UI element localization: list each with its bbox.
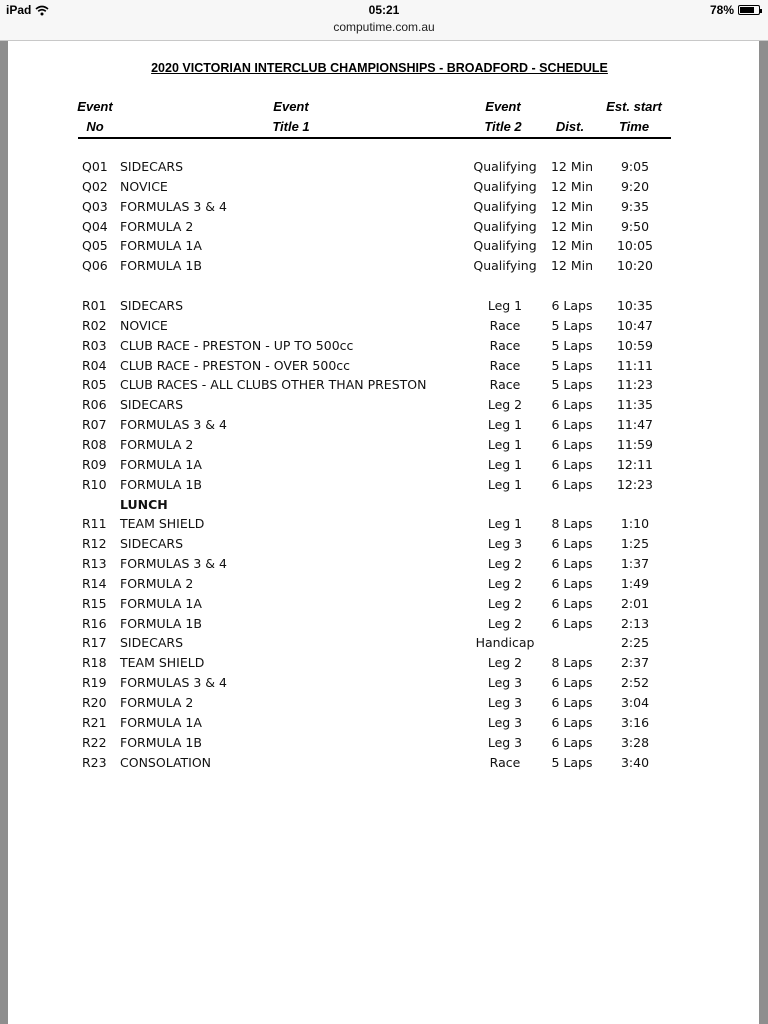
dist-cell: 5 Laps bbox=[551, 754, 593, 770]
dist-cell: 12 Min bbox=[550, 258, 594, 274]
event-title2-cell: Qualifying bbox=[473, 178, 537, 194]
event-title1-cell: FORMULA 1B bbox=[120, 615, 202, 631]
table-row bbox=[8, 298, 759, 318]
event-title2-cell: Leg 2 bbox=[487, 615, 523, 631]
event-title2-cell: Leg 1 bbox=[487, 476, 523, 492]
event-no-cell: Q05 bbox=[82, 238, 108, 254]
table-row bbox=[8, 358, 759, 378]
event-title2-cell: Leg 1 bbox=[487, 298, 523, 313]
clock: 05:21 bbox=[368, 3, 400, 17]
dist-cell: 6 Laps bbox=[551, 734, 593, 750]
table-row bbox=[8, 159, 759, 179]
event-no-cell: Q01 bbox=[82, 159, 108, 174]
start-time-cell: 12:11 bbox=[616, 456, 654, 472]
table-row bbox=[8, 715, 759, 735]
start-time-cell: 2:13 bbox=[620, 615, 650, 631]
event-title1-cell: CLUB RACE - PRESTON - OVER 500cc bbox=[120, 357, 351, 373]
event-title1-cell: NOVICE bbox=[120, 317, 168, 333]
event-title1-cell: CLUB RACES - ALL CLUBS OTHER THAN PRESTON bbox=[120, 377, 427, 393]
header-start-line1: Est. start bbox=[606, 99, 662, 114]
dist-cell: 6 Laps bbox=[551, 714, 593, 730]
start-time-cell: 2:37 bbox=[620, 655, 650, 671]
start-time-cell: 1:25 bbox=[620, 536, 650, 552]
start-time-cell: 9:35 bbox=[620, 198, 650, 214]
table-row bbox=[8, 576, 759, 596]
start-time-cell: 1:37 bbox=[620, 556, 650, 572]
start-time-cell: 3:04 bbox=[620, 695, 650, 710]
start-time-cell: 11:23 bbox=[616, 377, 654, 393]
start-time-cell: 11:11 bbox=[616, 357, 654, 373]
event-title1-cell: SIDECARS bbox=[120, 635, 184, 651]
table-row bbox=[8, 417, 759, 437]
dist-cell: 5 Laps bbox=[551, 317, 593, 333]
table-row bbox=[8, 536, 759, 556]
start-time-cell: 10:47 bbox=[616, 317, 654, 333]
event-no-cell: R10 bbox=[82, 476, 107, 492]
event-title1-cell: FORMULA 2 bbox=[120, 575, 194, 591]
event-title2-cell: Race bbox=[489, 377, 521, 393]
event-title1-cell: NOVICE bbox=[120, 178, 168, 194]
event-title1-cell: TEAM SHIELD bbox=[120, 655, 205, 671]
event-no-cell: R08 bbox=[82, 436, 107, 452]
start-time-cell: 2:52 bbox=[620, 675, 650, 691]
event-no-cell: R22 bbox=[82, 734, 107, 750]
event-no-cell: Q04 bbox=[82, 218, 108, 234]
table-row bbox=[8, 556, 759, 576]
table-row bbox=[8, 655, 759, 675]
event-title1-cell: FORMULA 1A bbox=[120, 595, 202, 611]
dist-cell: 8 Laps bbox=[551, 655, 593, 671]
start-time-cell: 9:50 bbox=[620, 218, 650, 234]
start-time-cell: 1:10 bbox=[620, 516, 650, 532]
event-title1-cell: FORMULA 1B bbox=[120, 476, 202, 492]
table-row bbox=[8, 338, 759, 358]
table-row bbox=[8, 437, 759, 457]
event-title1-cell: FORMULA 1B bbox=[120, 258, 202, 274]
table-row bbox=[8, 755, 759, 775]
table-row bbox=[8, 219, 759, 239]
event-no-cell: Q03 bbox=[82, 198, 108, 214]
header-title2-line2: Title 2 bbox=[484, 119, 522, 134]
event-title2-cell: Leg 3 bbox=[487, 695, 523, 710]
document-title: 2020 VICTORIAN INTERCLUB CHAMPIONSHIPS - BROADFORD - SCHEDULE bbox=[151, 61, 608, 75]
start-time-cell: 10:35 bbox=[616, 298, 654, 313]
battery-fill bbox=[740, 7, 754, 13]
event-title1-cell: SIDECARS bbox=[120, 397, 184, 413]
dist-cell: 6 Laps bbox=[551, 675, 593, 691]
event-title2-cell: Leg 2 bbox=[487, 556, 523, 572]
start-time-cell: 9:20 bbox=[620, 178, 650, 194]
dist-cell: 6 Laps bbox=[551, 575, 593, 591]
dist-cell: 6 Laps bbox=[551, 615, 593, 631]
event-title1-cell: SIDECARS bbox=[120, 536, 184, 552]
event-no-cell: R23 bbox=[82, 754, 107, 770]
start-time-cell: 2:25 bbox=[620, 635, 650, 651]
event-title2-cell: Leg 1 bbox=[487, 456, 523, 472]
table-row bbox=[8, 635, 759, 655]
event-title2-cell: Race bbox=[489, 754, 521, 770]
event-title1-cell: FORMULA 2 bbox=[120, 436, 194, 452]
table-row bbox=[8, 318, 759, 338]
event-title1-cell: SIDECARS bbox=[120, 298, 184, 313]
start-time-cell: 10:20 bbox=[616, 258, 654, 274]
start-time-cell: 11:47 bbox=[616, 417, 654, 433]
dist-cell: 12 Min bbox=[550, 238, 594, 254]
dist-cell: 6 Laps bbox=[551, 417, 593, 433]
event-title2-cell: Race bbox=[489, 357, 521, 373]
event-no-cell: R09 bbox=[82, 456, 107, 472]
start-time-cell: 9:05 bbox=[620, 159, 650, 174]
status-bar bbox=[0, 0, 768, 41]
event-no-cell: R19 bbox=[82, 675, 107, 691]
event-title2-cell: Handicap bbox=[475, 635, 535, 651]
event-title2-cell: Race bbox=[489, 337, 521, 353]
header-start-line2: Time bbox=[618, 119, 650, 134]
dist-cell: 6 Laps bbox=[551, 476, 593, 492]
event-no-cell: R13 bbox=[82, 556, 107, 572]
table-row bbox=[8, 238, 759, 258]
dist-cell: 6 Laps bbox=[551, 695, 593, 710]
event-title2-cell: Qualifying bbox=[473, 159, 537, 174]
event-title1-cell: FORMULA 1A bbox=[120, 238, 202, 254]
event-title2-cell: Leg 2 bbox=[487, 595, 523, 611]
event-title2-cell: Leg 1 bbox=[487, 436, 523, 452]
start-time-cell: 11:35 bbox=[616, 397, 654, 413]
dist-cell: 8 Laps bbox=[551, 516, 593, 532]
header-event-no-line1: Event bbox=[77, 99, 113, 114]
table-row bbox=[8, 675, 759, 695]
lunch-row bbox=[8, 497, 759, 517]
event-title2-cell: Race bbox=[489, 317, 521, 333]
event-title1-cell: FORMULA 1B bbox=[120, 734, 202, 750]
table-row bbox=[8, 516, 759, 536]
event-no-cell: Q02 bbox=[82, 178, 108, 194]
event-title1-cell: CONSOLATION bbox=[120, 754, 212, 770]
event-title1-cell: FORMULAS 3 & 4 bbox=[120, 556, 227, 572]
dist-cell: 12 Min bbox=[550, 159, 594, 174]
event-no-cell: R16 bbox=[82, 615, 107, 631]
event-no-cell: R03 bbox=[82, 337, 107, 353]
event-no-cell: Q06 bbox=[82, 258, 108, 274]
header-title1-line1: Event bbox=[273, 99, 309, 114]
dist-cell: 12 Min bbox=[550, 178, 594, 194]
device-label: iPad bbox=[6, 3, 32, 17]
start-time-cell: 12:23 bbox=[616, 476, 654, 492]
event-title1-cell: FORMULAS 3 & 4 bbox=[120, 198, 227, 214]
start-time-cell: 10:59 bbox=[616, 337, 654, 353]
table-row bbox=[8, 397, 759, 417]
dist-cell: 5 Laps bbox=[551, 357, 593, 373]
event-title2-cell: Qualifying bbox=[473, 238, 537, 254]
start-time-cell: 1:49 bbox=[620, 575, 650, 591]
table-row bbox=[8, 695, 759, 715]
table-row bbox=[8, 457, 759, 477]
dist-cell: 6 Laps bbox=[551, 456, 593, 472]
event-title2-cell: Leg 1 bbox=[487, 516, 523, 532]
event-no-cell: R07 bbox=[82, 417, 107, 433]
event-no-cell: R02 bbox=[82, 317, 107, 333]
start-time-cell: 3:16 bbox=[620, 714, 650, 730]
event-title1-cell: FORMULA 2 bbox=[120, 695, 194, 710]
event-title1-cell: FORMULA 2 bbox=[120, 218, 194, 234]
dist-cell: 5 Laps bbox=[551, 337, 593, 353]
header-title1-line2: Title 1 bbox=[272, 119, 310, 134]
event-no-cell: R17 bbox=[82, 635, 107, 651]
header-dist: Dist. bbox=[555, 119, 585, 134]
header-title2-line1: Event bbox=[485, 99, 521, 114]
event-title1-cell: FORMULAS 3 & 4 bbox=[120, 417, 227, 433]
battery-icon bbox=[738, 5, 760, 15]
dist-cell: 12 Min bbox=[550, 218, 594, 234]
event-no-cell: R18 bbox=[82, 655, 107, 671]
battery-tip bbox=[760, 9, 762, 13]
event-title1-cell: FORMULAS 3 & 4 bbox=[120, 675, 227, 691]
start-time-cell: 3:28 bbox=[620, 734, 650, 750]
event-title2-cell: Leg 1 bbox=[487, 417, 523, 433]
header-rule bbox=[78, 137, 671, 139]
event-title2-cell: Leg 3 bbox=[487, 675, 523, 691]
table-row bbox=[8, 258, 759, 278]
event-no-cell: R12 bbox=[82, 536, 107, 552]
start-time-cell: 10:05 bbox=[616, 238, 654, 254]
table-row bbox=[8, 616, 759, 636]
event-no-cell: R21 bbox=[82, 714, 107, 730]
dist-cell: 12 Min bbox=[550, 198, 594, 214]
event-no-cell: R14 bbox=[82, 575, 107, 591]
table-row bbox=[8, 377, 759, 397]
dist-cell: 6 Laps bbox=[551, 556, 593, 572]
event-no-cell: R01 bbox=[82, 298, 107, 313]
event-title1-cell: SIDECARS bbox=[120, 159, 184, 174]
table-row bbox=[8, 596, 759, 616]
header-event-no-line2: No bbox=[86, 119, 104, 134]
dist-cell: 6 Laps bbox=[551, 397, 593, 413]
table-row bbox=[8, 179, 759, 199]
event-title2-cell: Leg 2 bbox=[487, 397, 523, 413]
address-bar-url[interactable]: computime.com.au bbox=[333, 20, 435, 34]
event-title2-cell: Leg 3 bbox=[487, 714, 523, 730]
dist-cell: 6 Laps bbox=[551, 436, 593, 452]
event-no-cell: R15 bbox=[82, 595, 107, 611]
event-title1-cell: TEAM SHIELD bbox=[120, 516, 205, 532]
event-title2-cell: Qualifying bbox=[473, 198, 537, 214]
dist-cell: 6 Laps bbox=[551, 595, 593, 611]
event-title1-cell: CLUB RACE - PRESTON - UP TO 500cc bbox=[120, 337, 354, 353]
event-title2-cell: Qualifying bbox=[473, 258, 537, 274]
battery-percent: 78% bbox=[709, 3, 734, 17]
event-no-cell: R20 bbox=[82, 695, 107, 710]
event-title1-cell: FORMULA 1A bbox=[120, 456, 202, 472]
document-page bbox=[8, 41, 759, 1024]
start-time-cell: 3:40 bbox=[620, 754, 650, 770]
event-title2-cell: Leg 3 bbox=[487, 536, 523, 552]
event-no-cell: R04 bbox=[82, 357, 107, 373]
start-time-cell: 2:01 bbox=[620, 595, 650, 611]
event-title2-cell: Leg 2 bbox=[487, 575, 523, 591]
table-row bbox=[8, 199, 759, 219]
event-title2-cell: Leg 3 bbox=[487, 734, 523, 750]
dist-cell: 6 Laps bbox=[551, 298, 593, 313]
event-no-cell: R11 bbox=[82, 516, 107, 532]
event-title2-cell: Leg 2 bbox=[487, 655, 523, 671]
start-time-cell: 11:59 bbox=[616, 436, 654, 452]
table-row bbox=[8, 735, 759, 755]
dist-cell: 5 Laps bbox=[551, 377, 593, 393]
dist-cell: 6 Laps bbox=[551, 536, 593, 552]
event-no-cell: R05 bbox=[82, 377, 107, 393]
event-title1-cell: FORMULA 1A bbox=[120, 714, 202, 730]
battery-indicator bbox=[710, 3, 760, 17]
event-title2-cell: Qualifying bbox=[473, 218, 537, 234]
event-no-cell: R06 bbox=[82, 397, 107, 413]
table-row bbox=[8, 477, 759, 497]
event-title1-cell: LUNCH bbox=[120, 496, 168, 512]
